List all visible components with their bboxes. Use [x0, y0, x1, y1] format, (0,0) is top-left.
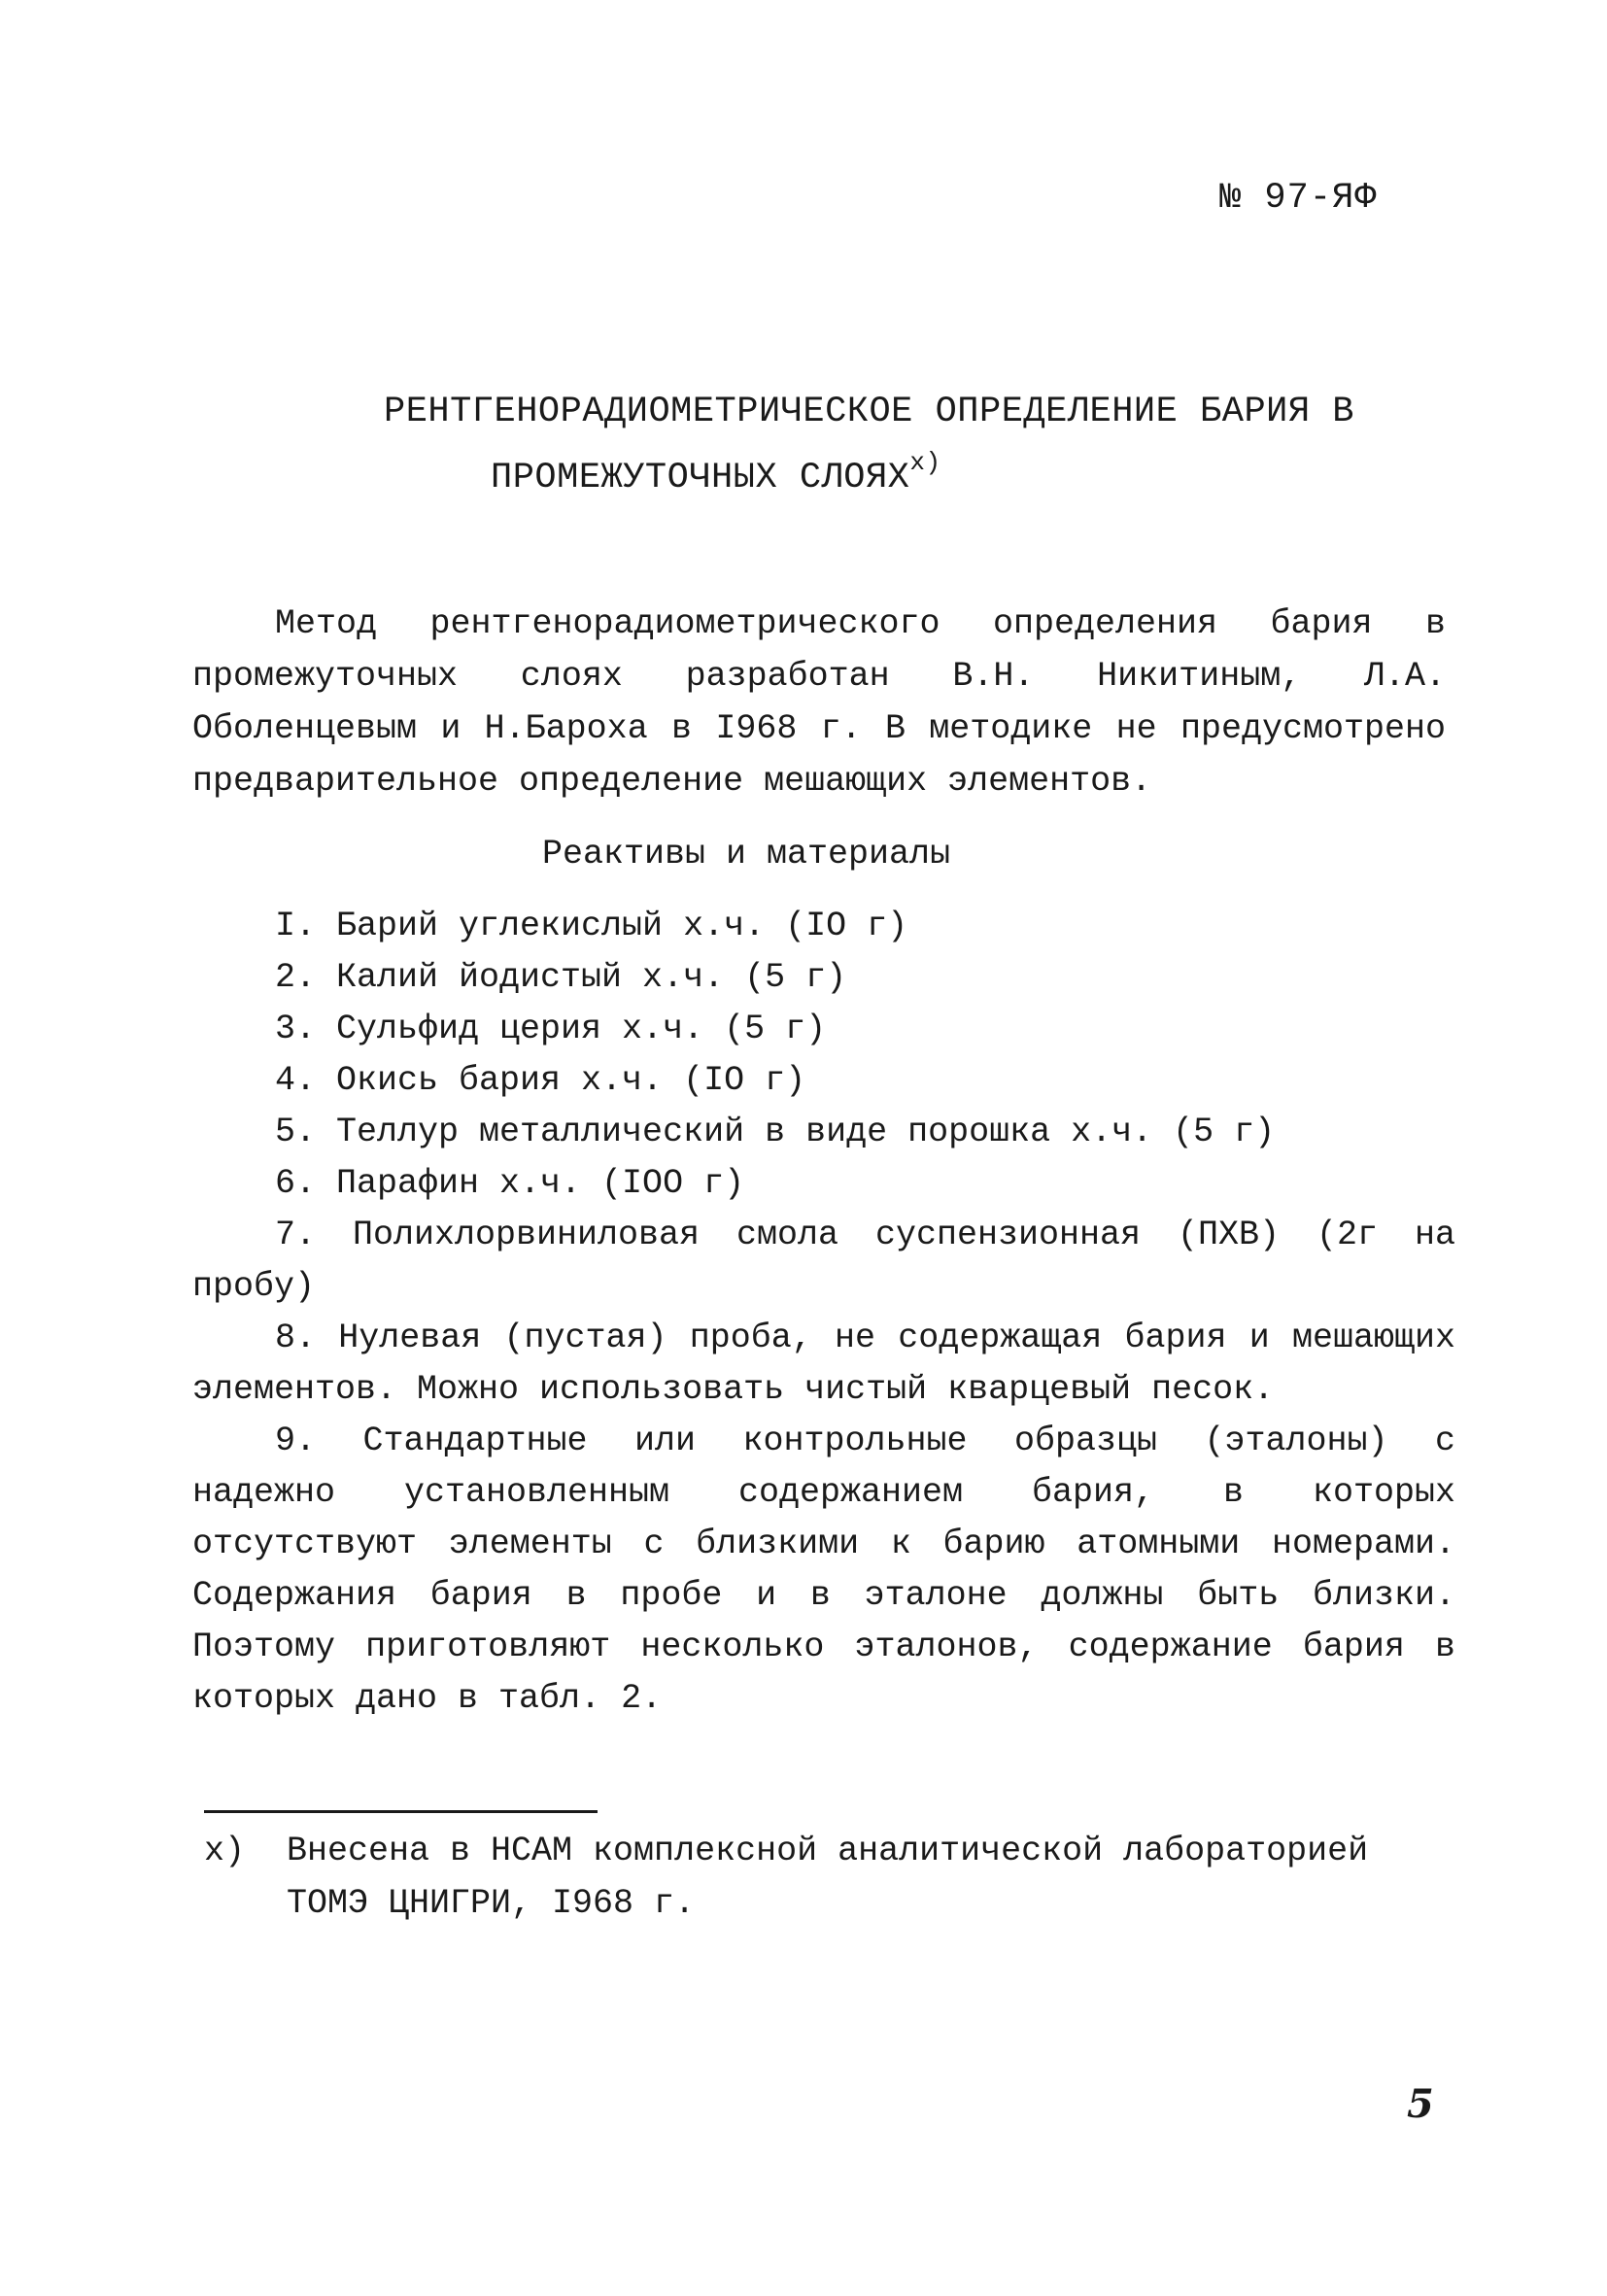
- document-title: [384, 387, 1354, 503]
- reagent-item-2: 2. Калий йодистый х.ч. (5 г): [275, 958, 847, 997]
- reagent-item-4: 4. Окись бария х.ч. (IO г): [275, 1061, 806, 1100]
- footnote-marker: x): [204, 1832, 246, 1870]
- page-number: 5: [1407, 2081, 1434, 2127]
- document-number: № 97-ЯФ: [1219, 178, 1378, 219]
- reagent-item-6: 6. Парафин х.ч. (IOO г): [275, 1164, 745, 1203]
- footnote-divider: [204, 1810, 598, 1813]
- intro-paragraph: Метод рентгенорадиометрического определения бария в промежуточных слоях разработан В.Н. Никитиным, Л.А. Оболенцевым и Н.Бароха в I968 г. В методике не предусмотрено предварительное определение мешающих элементов.: [192, 604, 1446, 801]
- title-line-2: [384, 437, 1354, 503]
- reagent-item-3: 3. Сульфид церия х.ч. (5 г): [275, 1010, 827, 1048]
- footnote: [204, 1825, 1409, 1930]
- reagent-item-9: 9. Стандартные или контрольные образцы (эталоны) с надежно установленным содержанием бария, в которых отсутствуют элементы с близкими к барию атомными номерами. Содержания бария в пробе и в эталоне должны быть близки. Поэтому приготовляют несколько эталонов, содержание бария в которых дано в табл. 2.: [192, 1422, 1455, 1718]
- reagent-item-8: 8. Нулевая (пустая) проба, не содержащая бария и мешающих элементов. Можно использовать чистый кварцевый песок.: [192, 1319, 1455, 1409]
- reagents-list: [192, 901, 1455, 1725]
- reagent-item-5: 5. Теллур металлический в виде порошка х.ч. (5 г): [275, 1113, 1276, 1151]
- reagent-item-1: I. Барий углекислый х.ч. (IO г): [275, 907, 908, 945]
- title-line-1: РЕНТГЕНОРАДИОМЕТРИЧЕСКОЕ ОПРЕДЕЛЕНИЕ БАРИЯ В: [384, 392, 1354, 432]
- title-footnote-mark: x): [909, 448, 941, 477]
- title-line-2-text: ПРОМЕЖУТОЧНЫХ СЛОЯХ: [491, 458, 910, 498]
- reagents-heading: Реактивы и материалы: [542, 835, 951, 874]
- reagent-item-7: 7. Полихлорвиниловая смола суспензионная (ПХВ) (2г на пробу): [192, 1216, 1455, 1306]
- footnote-text: Внесена в НСАМ комплексной аналитической лабораторией ТОМЭ ЦНИГРИ, I968 г.: [287, 1832, 1369, 1923]
